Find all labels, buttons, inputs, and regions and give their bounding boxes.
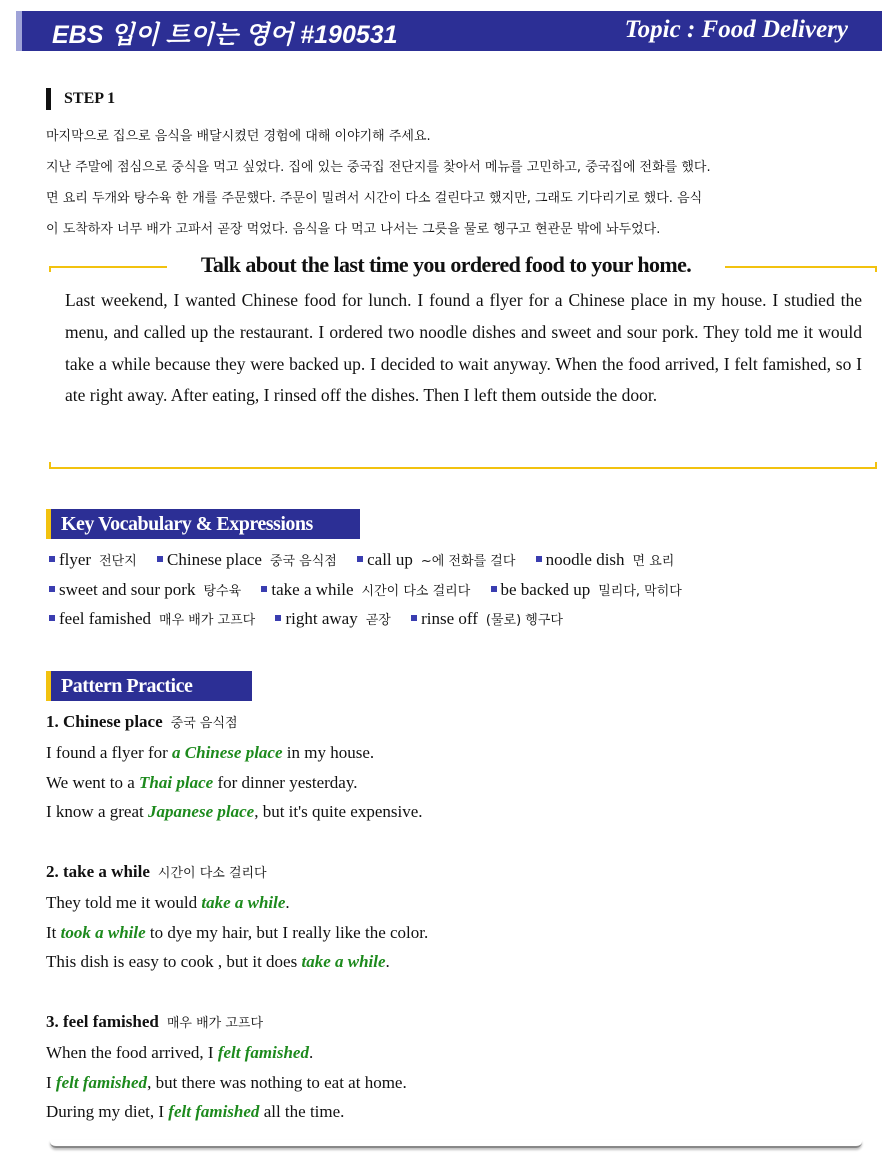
korean-line: 면 요리 두개와 탕수육 한 개를 주문했다. 주문이 밀려서 시간이 다소 걸린다고 했지만, 그래도 기다리기로 했다. 음식 (46, 191, 703, 206)
bullet-icon (491, 586, 497, 592)
vocab-ko: 곧장 (365, 613, 391, 628)
vocab-item (491, 580, 682, 599)
vocab-ko: (물로) 헹구다 (485, 613, 563, 628)
talk-heading: Talk about the last time you ordered food to your home. (200, 252, 692, 277)
vocab-item (49, 550, 137, 569)
sentence-text: . (285, 893, 290, 912)
vocab-en: feel famished (59, 609, 152, 628)
bullet-icon (411, 615, 417, 621)
pattern-heading-en: 2. take a while (46, 862, 150, 881)
vocab-row (49, 580, 698, 600)
highlighted-phrase: take a while (301, 952, 386, 971)
sentence-text: We went to a (46, 773, 140, 792)
pattern-heading-ko: 중국 음식점 (170, 716, 238, 731)
highlighted-phrase: felt famished (55, 1073, 148, 1092)
vocab-en: take a while (271, 580, 354, 599)
box-border-left-tick (49, 266, 51, 272)
sentence-text: I found a flyer for (46, 743, 173, 762)
english-paragraph: Last weekend, I wanted Chinese food for lunch. I found a flyer for a Chinese place in my house. I studied the menu, and called up the restaurant. I ordered two noodle dishes and sweet and sour pork. They told me it would take a while because they were backed up. I decided to wait anyway. When the food arrived, I felt famished, so I ate right away. After eating, I rinsed off the dishes. Then I left them outside the door. (65, 290, 862, 406)
pattern-heading (46, 1012, 263, 1032)
pattern-heading-ko: 시간이 다소 걸리다 (157, 866, 267, 881)
korean-paragraph (46, 121, 858, 245)
pattern-heading-en: 1. Chinese place (46, 712, 163, 731)
vocab-ko: 중국 음식점 (269, 554, 337, 569)
example-sentence (46, 893, 290, 913)
sentence-text: , but it's quite expensive. (254, 802, 423, 821)
vocab-item (49, 580, 241, 599)
sentence-text: I know a great (46, 802, 148, 821)
vocab-ko: 시간이 다소 걸리다 (361, 584, 471, 599)
example-sentence (46, 802, 423, 822)
footer-divider (50, 1140, 862, 1148)
vocab-row (49, 609, 579, 629)
vocab-item (157, 550, 337, 569)
sentence-text: all the time. (259, 1102, 345, 1121)
vocab-item (536, 550, 675, 569)
pattern-heading (46, 712, 238, 732)
header-banner (16, 11, 882, 51)
pattern-section-title: Pattern Practice (46, 671, 252, 701)
vocab-en: sweet and sour pork (59, 580, 196, 599)
vocab-item (261, 580, 470, 599)
highlighted-phrase: Japanese place (147, 802, 255, 821)
topic-title: Topic : Food Delivery (624, 16, 848, 43)
vocab-item (275, 609, 390, 628)
highlighted-phrase: felt famished (217, 1043, 309, 1062)
bullet-icon (49, 615, 55, 621)
vocab-ko: 면 요리 (632, 554, 675, 569)
box-border-top-right (725, 266, 877, 268)
bullet-icon (536, 556, 542, 562)
sentence-text: When the food arrived, I (46, 1043, 218, 1062)
vocab-item (49, 609, 255, 628)
vocab-ko: 탕수육 (203, 584, 242, 599)
sentence-text: for dinner yesterday. (213, 773, 358, 792)
vocab-ko: 전단지 (99, 554, 137, 569)
vocab-en: right away (285, 609, 358, 628)
sentence-text: During my diet, I (46, 1102, 169, 1121)
bullet-icon (49, 586, 55, 592)
example-sentence (46, 1102, 344, 1122)
step-label: STEP 1 (46, 88, 115, 110)
sentence-text: It (46, 923, 61, 942)
vocab-en: noodle dish (545, 550, 625, 569)
example-sentence (46, 923, 428, 943)
vocab-en: call up (367, 550, 413, 569)
bullet-icon (261, 586, 267, 592)
bullet-icon (49, 556, 55, 562)
box-border-right-tick (875, 266, 877, 272)
box-border-bottom (49, 462, 877, 469)
bullet-icon (357, 556, 363, 562)
korean-line: 마지막으로 집으로 음식을 배달시켰던 경험에 대해 이야기해 주세요. (46, 129, 431, 144)
vocab-ko: 밀리다, 막히다 (598, 584, 682, 599)
highlighted-phrase: a Chinese place (172, 743, 283, 762)
vocab-en: Chinese place (167, 550, 262, 569)
sentence-text: to dye my hair, but I really like the color. (145, 923, 429, 942)
highlighted-phrase: felt famished (168, 1102, 260, 1121)
vocab-row (49, 550, 690, 570)
vocab-en: flyer (59, 550, 92, 569)
example-sentence (46, 952, 390, 972)
bullet-icon (157, 556, 163, 562)
sentence-text: , but there was nothing to eat at home. (147, 1073, 407, 1092)
box-border-top-left (49, 266, 167, 268)
korean-line: 지난 주말에 점심으로 중식을 먹고 싶었다. 집에 있는 중국집 전단지를 찾아서 메뉴를 고민하고, 중국집에 전화를 했다. (46, 160, 711, 175)
sentence-text: I (46, 1073, 56, 1092)
vocab-item (357, 550, 515, 569)
vocab-item (411, 609, 563, 628)
highlighted-phrase: Thai place (139, 773, 214, 792)
sentence-text: in my house. (282, 743, 375, 762)
sentence-text: This dish is easy to cook , but it does (46, 952, 302, 971)
talk-box (49, 252, 877, 468)
pattern-heading (46, 862, 267, 882)
sentence-text: They told me it would (46, 893, 202, 912)
bullet-icon (275, 615, 281, 621)
sentence-text: . (308, 1043, 314, 1062)
vocab-ko: 매우 배가 고프다 (159, 613, 256, 628)
highlighted-phrase: take a while (201, 893, 286, 912)
example-sentence (46, 773, 357, 793)
example-sentence (46, 1073, 407, 1093)
vocab-en: be backed up (500, 580, 591, 599)
vocab-section-title: Key Vocabulary & Expressions (46, 509, 360, 539)
example-sentence (46, 1043, 313, 1063)
pattern-heading-en: 3. feel famished (46, 1012, 159, 1031)
highlighted-phrase: took a while (60, 923, 146, 942)
pattern-heading-ko: 매우 배가 고프다 (166, 1016, 264, 1031)
example-sentence (46, 743, 374, 763)
episode-title: EBS 입이 트이는 영어 #190531 (52, 21, 398, 49)
vocab-ko: ~에 전화를 걸다 (420, 554, 516, 569)
korean-line: 이 도착하자 너무 배가 고파서 곧장 먹었다. 음식을 다 먹고 나서는 그릇을 물로 헹구고 현관문 밖에 놔두었다. (46, 222, 661, 237)
sentence-text: . (385, 952, 390, 971)
vocab-en: rinse off (421, 609, 478, 628)
